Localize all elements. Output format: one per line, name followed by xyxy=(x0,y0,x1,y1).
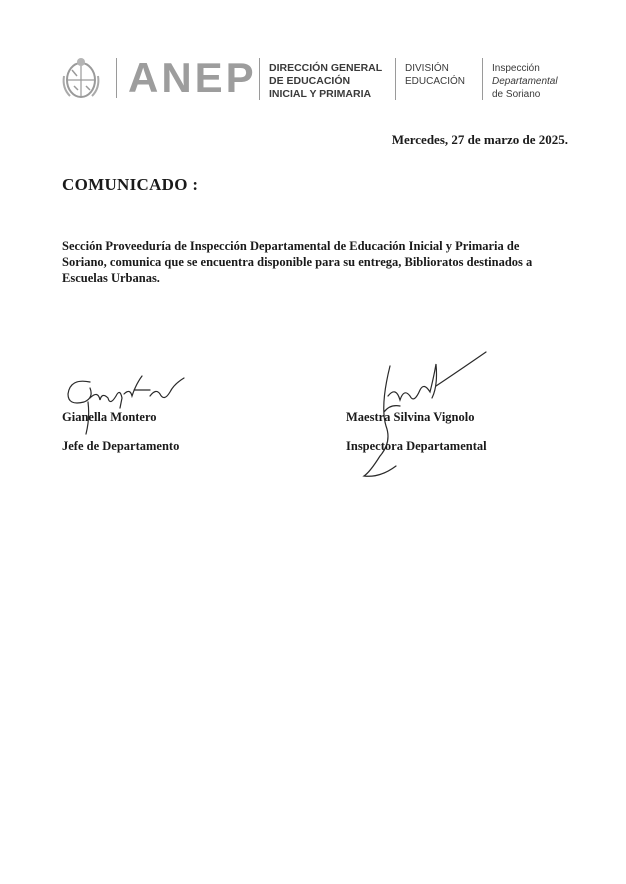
signatory-2-name: Maestra Silvina Vignolo xyxy=(346,410,475,424)
header-line: DIVISIÓN xyxy=(405,63,449,74)
division-label xyxy=(405,62,465,88)
header-divider xyxy=(482,58,483,100)
body-line: Soriano, comunica que se encuentra disponible para su entrega, Biblioratos destinados a xyxy=(62,255,533,269)
document-body xyxy=(62,238,532,286)
inspeccion-label xyxy=(492,62,558,101)
anep-logo: ANEP xyxy=(128,54,257,101)
coat-of-arms-icon xyxy=(60,56,102,102)
header-line: INICIAL Y PRIMARIA xyxy=(269,88,372,100)
header-line: DE EDUCACIÓN xyxy=(269,75,351,87)
header-line: EDUCACIÓN xyxy=(405,76,466,87)
signatory-2-role: Inspectora Departamental xyxy=(346,439,487,453)
header-divider xyxy=(259,58,260,100)
header-line: de Soriano xyxy=(492,89,541,100)
letterhead xyxy=(60,52,580,108)
direccion-general-label xyxy=(269,62,382,101)
document-date: Mercedes, 27 de marzo de 2025. xyxy=(391,132,568,147)
signatory-1-name: Gianella Montero xyxy=(62,410,157,424)
body-line: Escuelas Urbanas. xyxy=(62,271,160,285)
signature-1-handwritten xyxy=(60,368,200,438)
header-line: DIRECCIÓN GENERAL xyxy=(269,62,383,74)
document-title: COMUNICADO : xyxy=(62,175,199,194)
body-line: Sección Proveeduría de Inspección Departamental de Educación Inicial y Primaria de xyxy=(62,239,520,253)
header-divider xyxy=(395,58,396,100)
header-line: Inspección xyxy=(492,63,540,74)
signatory-1-role: Jefe de Departamento xyxy=(62,439,180,453)
header-line: Departamental xyxy=(492,76,558,87)
header-divider xyxy=(116,58,117,98)
